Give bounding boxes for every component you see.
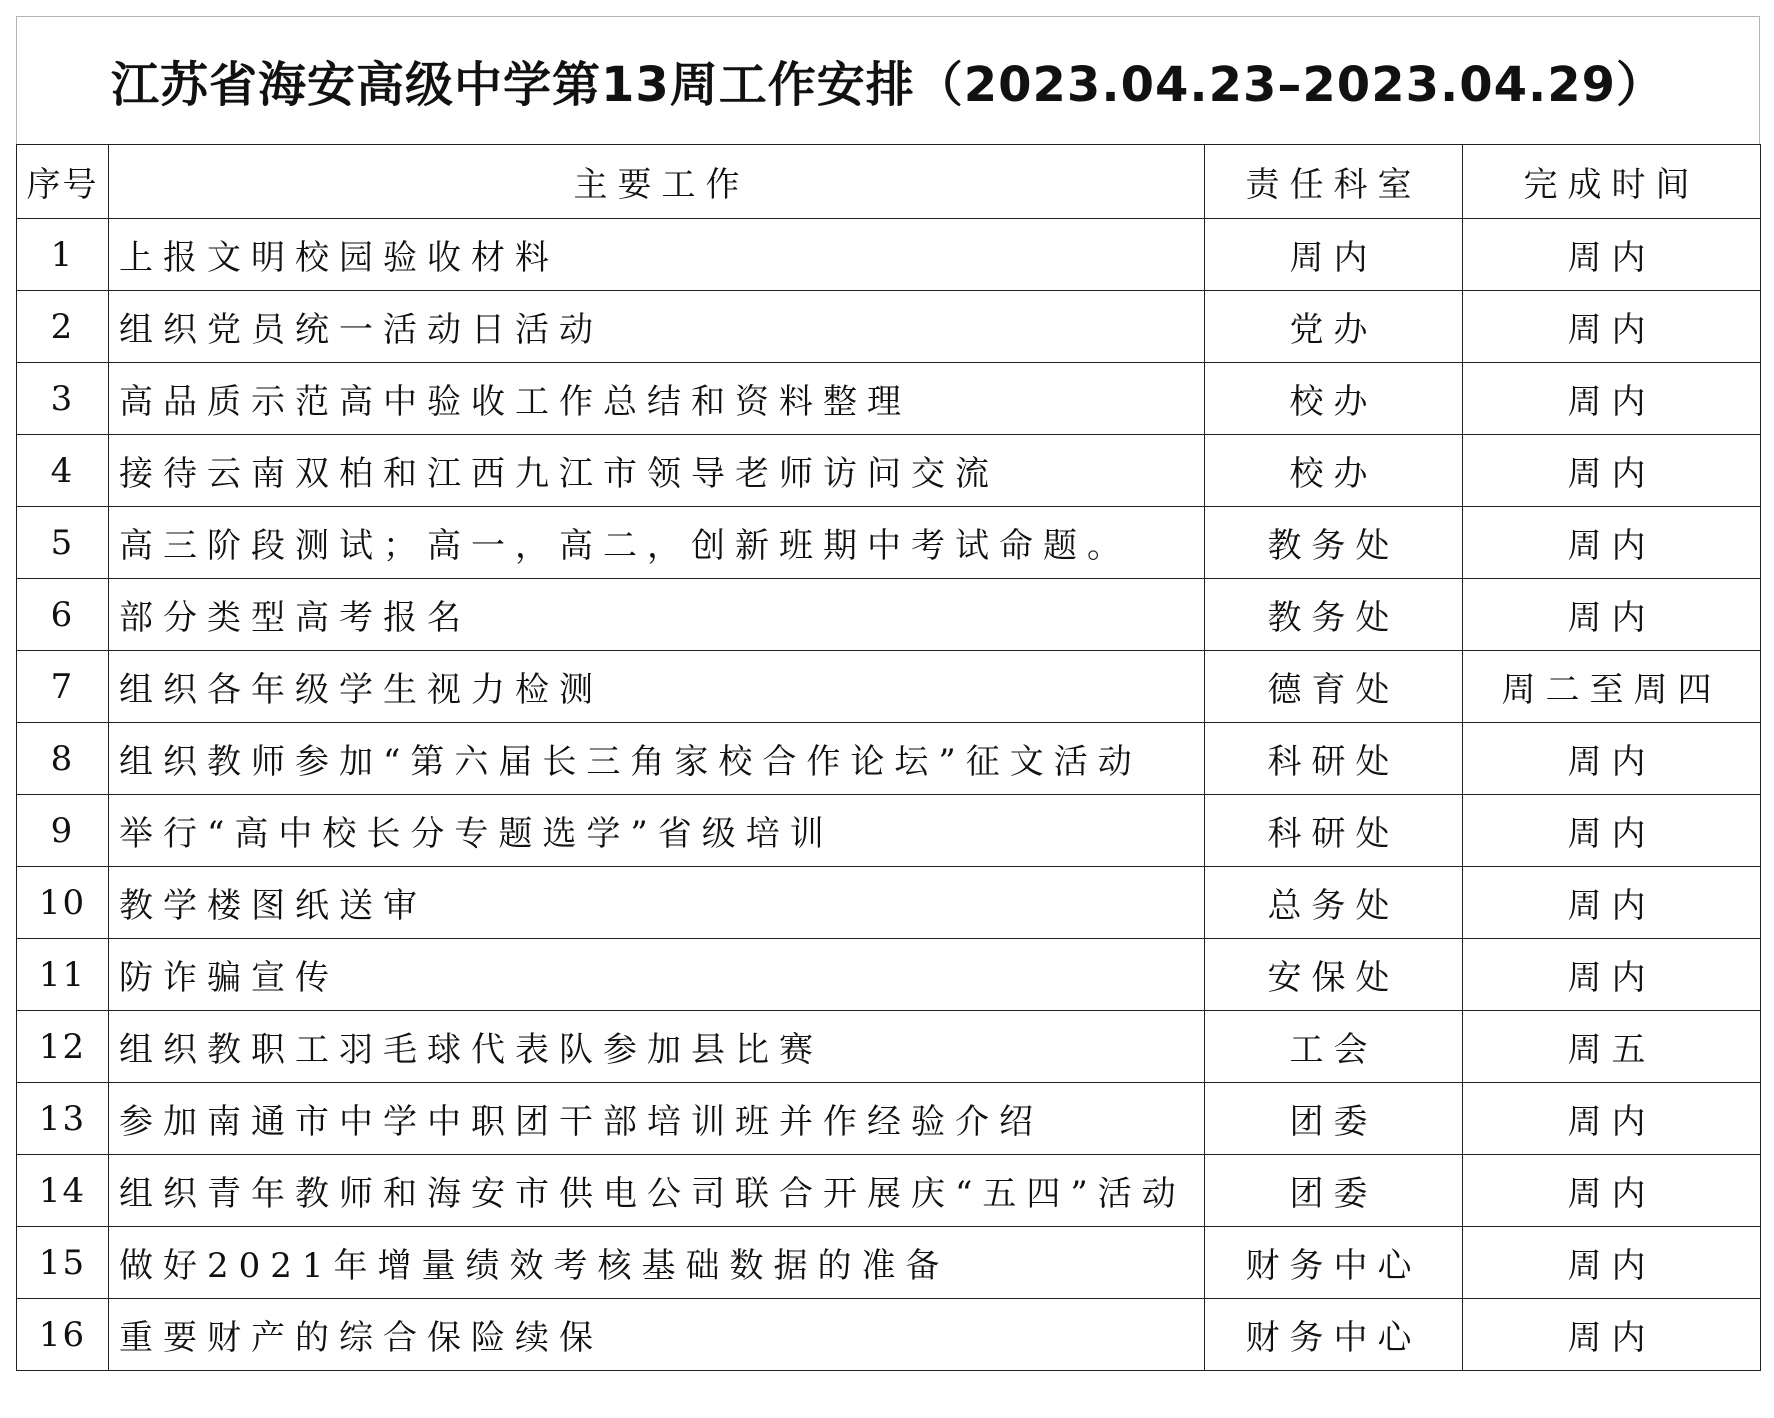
- row-dept: 科研处: [1205, 723, 1463, 795]
- row-task: 组织教师参加“第六届长三角家校合作论坛”征文活动: [109, 723, 1205, 795]
- row-dept: 总务处: [1205, 867, 1463, 939]
- row-number: 3: [17, 363, 109, 435]
- row-task: 组织青年教师和海安市供电公司联合开展庆“五四”活动: [109, 1155, 1205, 1227]
- row-dept: 工会: [1205, 1011, 1463, 1083]
- table-row: [17, 219, 1761, 291]
- table-row: [17, 1011, 1761, 1083]
- row-time: 周内: [1463, 723, 1761, 795]
- row-time: 周内: [1463, 795, 1761, 867]
- work-schedule-table: [16, 144, 1761, 1371]
- table-row: [17, 1227, 1761, 1299]
- table-row: [17, 579, 1761, 651]
- row-number: 8: [17, 723, 109, 795]
- table-header-row: [17, 145, 1761, 219]
- row-number: 2: [17, 291, 109, 363]
- row-time: 周内: [1463, 867, 1761, 939]
- table-row: [17, 651, 1761, 723]
- header-time: 完成时间: [1463, 145, 1761, 219]
- row-time: 周二至周四: [1463, 651, 1761, 723]
- row-dept: 团委: [1205, 1155, 1463, 1227]
- table-row: [17, 795, 1761, 867]
- table-row: [17, 435, 1761, 507]
- table-row: [17, 363, 1761, 435]
- row-dept: 教务处: [1205, 507, 1463, 579]
- row-task: 防诈骗宣传: [109, 939, 1205, 1011]
- row-task: 组织教职工羽毛球代表队参加县比赛: [109, 1011, 1205, 1083]
- row-number: 13: [17, 1083, 109, 1155]
- row-dept: 财务中心: [1205, 1299, 1463, 1371]
- row-number: 9: [17, 795, 109, 867]
- row-time: 周内: [1463, 1155, 1761, 1227]
- row-task: 组织党员统一活动日活动: [109, 291, 1205, 363]
- row-task: 高品质示范高中验收工作总结和资料整理: [109, 363, 1205, 435]
- row-task: 接待云南双柏和江西九江市领导老师访问交流: [109, 435, 1205, 507]
- row-time: 周内: [1463, 363, 1761, 435]
- row-number: 14: [17, 1155, 109, 1227]
- row-dept: 德育处: [1205, 651, 1463, 723]
- title-box: [16, 16, 1760, 144]
- row-task: 重要财产的综合保险续保: [109, 1299, 1205, 1371]
- table-row: [17, 507, 1761, 579]
- row-time: 周内: [1463, 579, 1761, 651]
- header-task: 主要工作: [109, 145, 1205, 219]
- row-number: 1: [17, 219, 109, 291]
- row-task: 组织各年级学生视力检测: [109, 651, 1205, 723]
- row-number: 4: [17, 435, 109, 507]
- row-time: 周内: [1463, 435, 1761, 507]
- table-row: [17, 723, 1761, 795]
- row-task: 举行“高中校长分专题选学”省级培训: [109, 795, 1205, 867]
- header-no: 序号: [17, 145, 109, 219]
- row-dept: 团委: [1205, 1083, 1463, 1155]
- row-number: 5: [17, 507, 109, 579]
- row-task: 部分类型高考报名: [109, 579, 1205, 651]
- row-task: 高三阶段测试；高一，高二，创新班期中考试命题。: [109, 507, 1205, 579]
- schedule-sheet: [16, 16, 1760, 1406]
- page-title: 江苏省海安高级中学第13周工作安排（2023.04.23–2023.04.29）: [110, 57, 1666, 113]
- row-time: 周内: [1463, 219, 1761, 291]
- table-row: [17, 1299, 1761, 1371]
- row-dept: 校办: [1205, 435, 1463, 507]
- row-dept: 科研处: [1205, 795, 1463, 867]
- row-dept: 安保处: [1205, 939, 1463, 1011]
- row-task: 做好2021年增量绩效考核基础数据的准备: [109, 1227, 1205, 1299]
- row-time: 周内: [1463, 1299, 1761, 1371]
- row-number: 6: [17, 579, 109, 651]
- row-dept: 财务中心: [1205, 1227, 1463, 1299]
- row-number: 15: [17, 1227, 109, 1299]
- row-number: 11: [17, 939, 109, 1011]
- row-time: 周内: [1463, 939, 1761, 1011]
- row-number: 10: [17, 867, 109, 939]
- table-row: [17, 939, 1761, 1011]
- header-dept: 责任科室: [1205, 145, 1463, 219]
- table-row: [17, 867, 1761, 939]
- row-time: 周五: [1463, 1011, 1761, 1083]
- row-time: 周内: [1463, 291, 1761, 363]
- table-row: [17, 1155, 1761, 1227]
- row-dept: 党办: [1205, 291, 1463, 363]
- table-row: [17, 291, 1761, 363]
- row-task: 参加南通市中学中职团干部培训班并作经验介绍: [109, 1083, 1205, 1155]
- row-dept: 校办: [1205, 363, 1463, 435]
- row-dept: 周内: [1205, 219, 1463, 291]
- row-number: 16: [17, 1299, 109, 1371]
- row-dept: 教务处: [1205, 579, 1463, 651]
- table-row: [17, 1083, 1761, 1155]
- row-task: 上报文明校园验收材料: [109, 219, 1205, 291]
- row-task: 教学楼图纸送审: [109, 867, 1205, 939]
- row-time: 周内: [1463, 1227, 1761, 1299]
- row-time: 周内: [1463, 1083, 1761, 1155]
- row-number: 12: [17, 1011, 109, 1083]
- row-number: 7: [17, 651, 109, 723]
- row-time: 周内: [1463, 507, 1761, 579]
